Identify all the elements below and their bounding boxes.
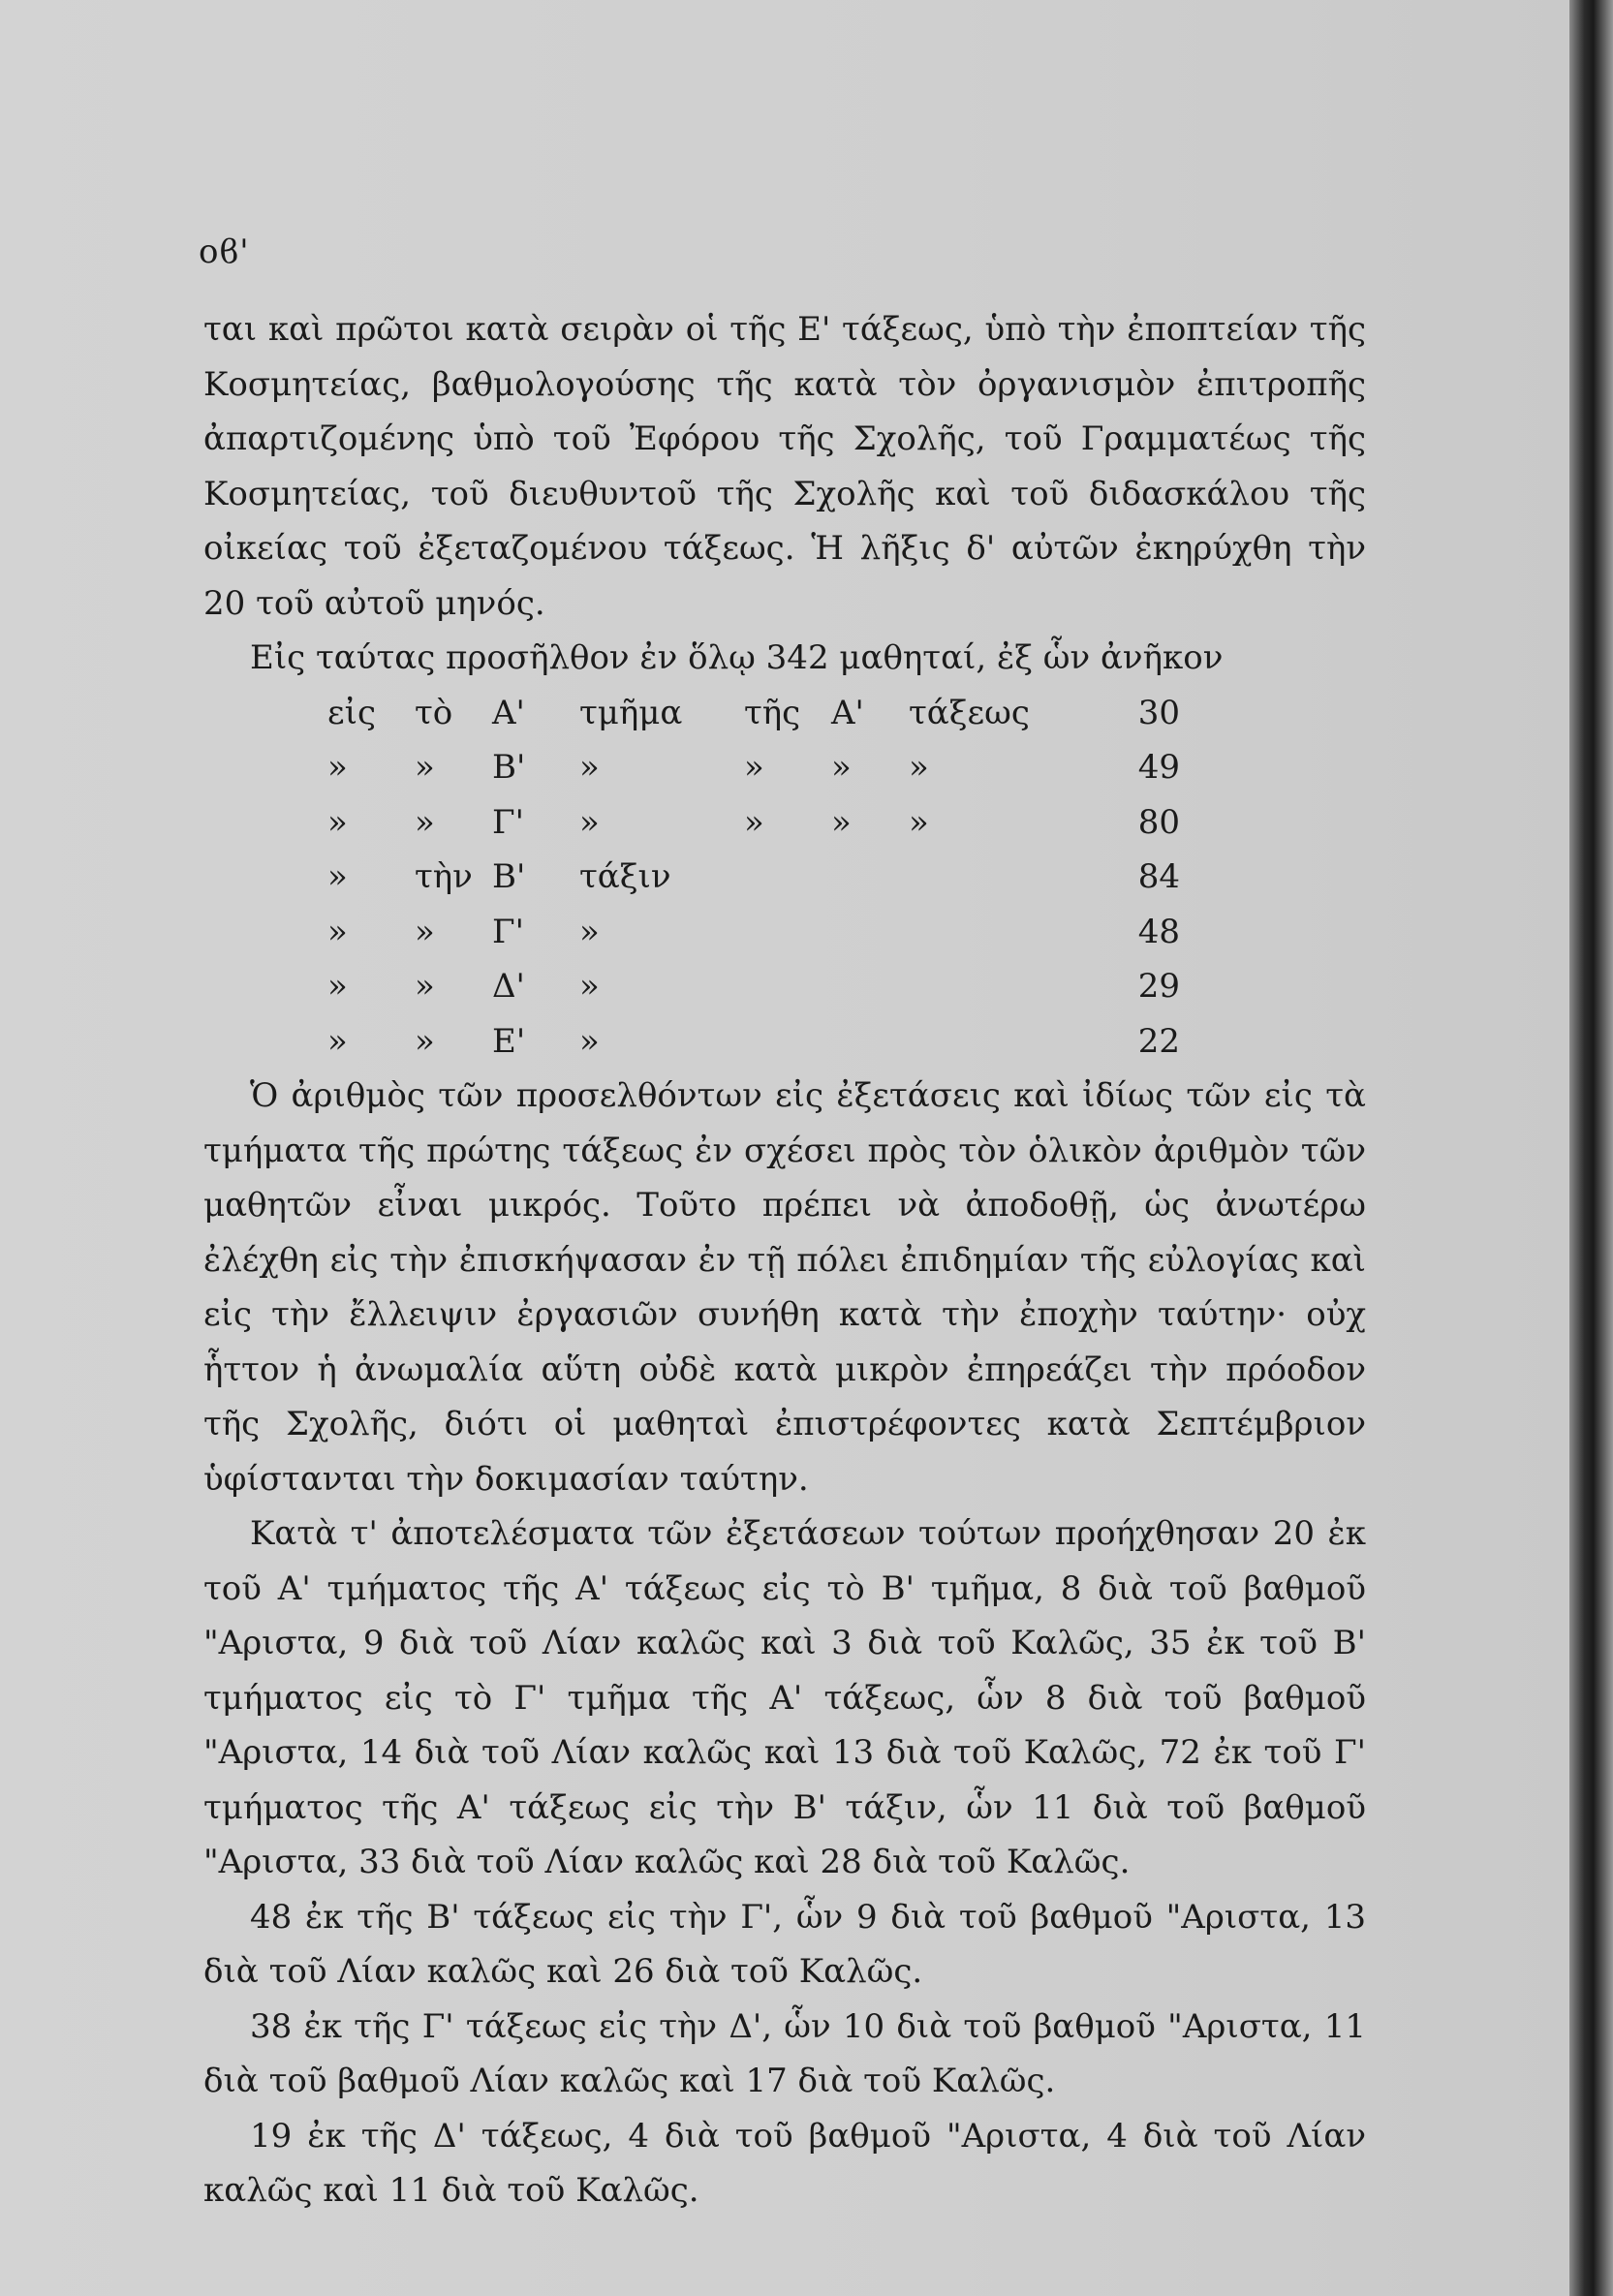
table-cell-gen: τάξεως [909,693,1030,732]
table-cell-prep: » [327,1021,348,1061]
table-cell-grade: Α' [492,693,525,732]
table-cell-prep: » [327,857,348,896]
table-cell-grade: Β' [492,748,526,787]
table-cell-count: 30 [1137,693,1180,732]
table-cell-noun: » [579,967,600,1006]
table-cell-noun: » [579,802,600,842]
paragraph-3: Ὁ ἀριθμὸς τῶν προσελθόντων εἰς ἐξετάσεις καὶ ἰδίως τῶν εἰς τὰ τμήματα τῆς πρώτης τάξεως ἐν σχέσει πρὸς τὸν ὁλικὸν ἀριθμὸν τῶν μαθητῶν εἶναι μικρός. Τοῦτο πρέπει νὰ ἀποδοθῇ, ὡς ἀνωτέρω ἐλέχθη εἰς τὴν ἐπισκήψασαν ἐν τῇ πόλει ἐπιδημίαν τῆς εὐλογίας καὶ εἰς τὴν ἔλλειψιν ἐργασιῶν συνήθη κατὰ τὴν ἐποχὴν ταύτην· οὐχ ἧττον ἡ ἀνωμαλία αὕτη οὐδὲ κατὰ μικρὸν ἐπηρεάζει τὴν πρόοδον τῆς Σχολῆς, διότι οἱ μαθηταὶ ἐπιστρέφοντες κατὰ Σεπτέμβριον ὑφίστανται τὴν δοκιμασίαν ταύτην. [203,1076,1366,1499]
table-cell-gen: » [909,802,929,842]
table-cell-art2 [744,1014,831,1070]
table-cell-noun: » [579,1021,600,1061]
table-cell-grade: Δ' [492,967,525,1006]
paragraph-2: Εἰς ταύτας προσῆλθον ἐν ὅλῳ 342 μαθηταί, ἐξ ὧν ἀνῆκον [250,638,1224,677]
table-cell-count: 29 [1137,967,1180,1006]
table-cell-grade2 [831,850,909,905]
table-cell-prep: » [327,967,348,1006]
table-row [327,1014,1180,1070]
table-cell-grade2: » [831,748,852,787]
table-cell-art2: » [744,802,764,842]
page-number: οϐ' [199,233,250,271]
table-cell-grade2 [831,959,909,1014]
table-cell-count: 84 [1137,857,1180,896]
table-cell-art2 [744,959,831,1014]
table-cell-grade2 [831,905,909,960]
table-cell-art: » [415,967,435,1006]
table-cell-grade2 [831,1014,909,1070]
body-text [203,302,1366,2218]
book-gutter [1569,0,1613,2296]
table-cell-art: τὴν [415,857,473,896]
table-cell-prep: » [327,748,348,787]
table-cell-grade: Γ' [492,912,524,951]
table-cell-art: » [415,1021,435,1061]
table-cell-count: 48 [1137,912,1180,951]
table-cell-prep: » [327,912,348,951]
table-cell-grade: Γ' [492,802,524,842]
table-cell-gen [909,905,1073,960]
paragraph-6: 38 ἐκ τῆς Γ' τάξεως εἰς τὴν Δ', ὧν 10 διὰ τοῦ βαθμοῦ "Αριστα, 11 διὰ τοῦ βαθμοῦ Λίαν καλῶς καὶ 17 διὰ τοῦ Καλῶς. [203,2006,1366,2100]
table-cell-art2 [744,905,831,960]
table-row [327,795,1180,851]
table-cell-noun: » [579,748,600,787]
table-cell-art: τὸ [415,693,453,732]
table-cell-prep: » [327,802,348,842]
table-cell-gen [909,1014,1073,1070]
table-cell-art2: » [744,748,764,787]
paragraph-1: ται καὶ πρῶτοι κατὰ σειρὰν οἱ τῆς Ε' τάξεως, ὑπὸ τὴν ἐποπτείαν τῆς Κοσμητείας, βαθμολογούσης τῆς κατὰ τὸν ὀργανισμὸν ἐπιτροπῆς ἀπαρτιζομένης ὑπὸ τοῦ Ἐφόρου τῆς Σχολῆς, τοῦ Γραμματέως τῆς Κοσμητείας, τοῦ διευθυντοῦ τῆς Σχολῆς καὶ τοῦ διδασκάλου τῆς οἰκείας τοῦ ἐξεταζομένου τάξεως. Ἡ λῆξις δ' αὐτῶν ἐκηρύχθη τὴν 20 τοῦ αὐτοῦ μηνός. [203,310,1366,623]
paragraph-7: 19 ἐκ τῆς Δ' τάξεως, 4 διὰ τοῦ βαθμοῦ "Αριστα, 4 διὰ τοῦ Λίαν καλῶς καὶ 11 διὰ τοῦ Καλῶς. [203,2116,1366,2210]
table-row [327,905,1180,960]
table-cell-art2 [744,850,831,905]
table-cell-count: 80 [1137,802,1180,842]
table-cell-gen [909,850,1073,905]
enrollment-table [327,686,1180,1070]
table-cell-count: 49 [1137,748,1180,787]
table-cell-gen: » [909,748,929,787]
table-cell-grade: Ε' [492,1021,526,1061]
table-cell-art: » [415,912,435,951]
table-cell-noun: τάξιν [579,857,671,896]
table-row [327,959,1180,1014]
table-cell-count: 22 [1137,1021,1180,1061]
table-cell-art: » [415,802,435,842]
table-cell-prep: εἰς [327,693,376,732]
table-cell-grade: Β' [492,857,526,896]
paragraph-4: Κατὰ τ' ἀποτελέσματα τῶν ἐξετάσεων τούτων προήχθησαν 20 ἐκ τοῦ Α' τμήματος τῆς Α' τάξεως εἰς τὸ Β' τμῆμα, 8 διὰ τοῦ βαθμοῦ "Αριστα, 9 διὰ τοῦ Λίαν καλῶς καὶ 3 διὰ τοῦ Καλῶς, 35 ἐκ τοῦ Β' τμήματος εἰς τὸ Γ' τμῆμα τῆς Α' τάξεως, ὧν 8 διὰ τοῦ βαθμοῦ "Αριστα, 14 διὰ τοῦ Λίαν καλῶς καὶ 13 διὰ τοῦ Καλῶς, 72 ἐκ τοῦ Γ' τμήματος τῆς Α' τάξεως εἰς τὴν Β' τάξιν, ὧν 11 διὰ τοῦ βαθμοῦ "Αριστα, 33 διὰ τοῦ Λίαν καλῶς καὶ 28 διὰ τοῦ Καλῶς. [203,1514,1366,1881]
paragraph-5: 48 ἐκ τῆς Β' τάξεως εἰς τὴν Γ', ὧν 9 διὰ τοῦ βαθμοῦ "Αριστα, 13 διὰ τοῦ Λίαν καλῶς καὶ 26 διὰ τοῦ Καλῶς. [203,1897,1366,1991]
table-row [327,686,1180,741]
table-row [327,850,1180,905]
table-cell-noun: » [579,912,600,951]
table-cell-noun: τμῆμα [579,693,683,732]
table-cell-art: » [415,748,435,787]
table-row [327,740,1180,795]
table-cell-grade2: » [831,802,852,842]
table-cell-grade2: Α' [831,693,864,732]
table-cell-gen [909,959,1073,1014]
table-cell-art2: τῆς [744,693,801,732]
